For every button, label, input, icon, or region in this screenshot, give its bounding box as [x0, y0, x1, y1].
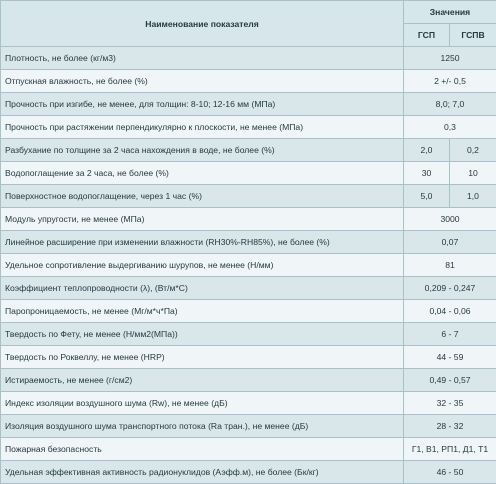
parameter-value: 0,49 - 0,57: [404, 369, 496, 392]
parameter-value-gspv: 10: [450, 162, 496, 185]
table-row: [1, 323, 496, 346]
table-row: [1, 300, 496, 323]
parameter-value-gsp: 30: [404, 162, 450, 185]
parameter-name: Удельная эффективная активность радионуклидов (Аэфф.м), не более (Бк/кг): [1, 461, 404, 484]
parameter-name: Пожарная безопасность: [1, 438, 404, 461]
parameter-name: Индекс изоляции воздушного шума (Rw), не менее (дБ): [1, 392, 404, 415]
table-row: [1, 277, 496, 300]
table-row: [1, 93, 496, 116]
parameter-name: Водопоглащение за 2 часа, не более (%): [1, 162, 404, 185]
parameter-name: Коэффициент теплопроводности (λ), (Вт/м*С): [1, 277, 404, 300]
parameter-value: 28 - 32: [404, 415, 496, 438]
parameter-name: Твердость по Роквеллу, не менее (HRP): [1, 346, 404, 369]
parameter-name: Разбухание по толщине за 2 часа нахождения в воде, не более (%): [1, 139, 404, 162]
parameter-value: 0,07: [404, 231, 496, 254]
parameter-name: Поверхностное водопоглащение, через 1 час (%): [1, 185, 404, 208]
parameter-value: 81: [404, 254, 496, 277]
parameter-name: Твердость по Фету, не менее (Н/мм2(МПа)): [1, 323, 404, 346]
parameter-name: Модуль упругости, не менее (МПа): [1, 208, 404, 231]
parameter-value-gsp: 5,0: [404, 185, 450, 208]
parameter-name: Линейное расширение при изменении влажности (RH30%-RH85%), не более (%): [1, 231, 404, 254]
parameter-value-gsp: 2,0: [404, 139, 450, 162]
header-gsp: ГСП: [404, 24, 450, 47]
table-row: [1, 461, 496, 484]
header-values: Значения: [404, 1, 496, 24]
parameter-name: Прочность при растяжении перпендикулярно к плоскости, не менее (МПа): [1, 116, 404, 139]
parameter-value: 44 - 59: [404, 346, 496, 369]
parameter-name: Плотность, не более (кг/м3): [1, 47, 404, 70]
parameter-value: 8,0; 7,0: [404, 93, 496, 116]
parameter-name: Удельное сопротивление выдергиванию шурупов, не менее (Н/мм): [1, 254, 404, 277]
parameter-value: 0,04 - 0,06: [404, 300, 496, 323]
parameter-name: Паропроницаемость, не менее (Мг/м*ч*Па): [1, 300, 404, 323]
parameter-name: Истираемость, не менее (г/см2): [1, 369, 404, 392]
table-row: [1, 231, 496, 254]
parameter-value: 32 - 35: [404, 392, 496, 415]
parameter-value: 46 - 50: [404, 461, 496, 484]
table-row: [1, 139, 496, 162]
parameter-name: Изоляция воздушного шума транспортного потока (Ra тран.), не менее (дБ): [1, 415, 404, 438]
parameter-value-gspv: 1,0: [450, 185, 496, 208]
table-row: [1, 47, 496, 70]
header-gspv: ГСПВ: [450, 24, 496, 47]
parameter-name: Отпускная влажность, не более (%): [1, 70, 404, 93]
parameter-value: 1250: [404, 47, 496, 70]
table-row: [1, 369, 496, 392]
table-row: [1, 208, 496, 231]
table-row: [1, 392, 496, 415]
table-row: [1, 415, 496, 438]
parameter-value: 3000: [404, 208, 496, 231]
table-row: [1, 116, 496, 139]
table-header: [1, 1, 496, 47]
header-parameter-name: Наименование показателя: [1, 1, 404, 47]
parameter-name: Прочность при изгибе, не менее, для толщин: 8-10; 12-16 мм (МПа): [1, 93, 404, 116]
table-body: [1, 47, 496, 484]
table-row: [1, 185, 496, 208]
parameter-value: Г1, В1, РП1, Д1, Т1: [404, 438, 496, 461]
parameter-value: 2 +/- 0,5: [404, 70, 496, 93]
parameter-value: 0,3: [404, 116, 496, 139]
table-row: [1, 438, 496, 461]
table-row: [1, 254, 496, 277]
parameter-value-gspv: 0,2: [450, 139, 496, 162]
table-row: [1, 346, 496, 369]
table-row: [1, 70, 496, 93]
parameter-value: 0,209 - 0,247: [404, 277, 496, 300]
parameter-value: 6 - 7: [404, 323, 496, 346]
table-row: [1, 162, 496, 185]
